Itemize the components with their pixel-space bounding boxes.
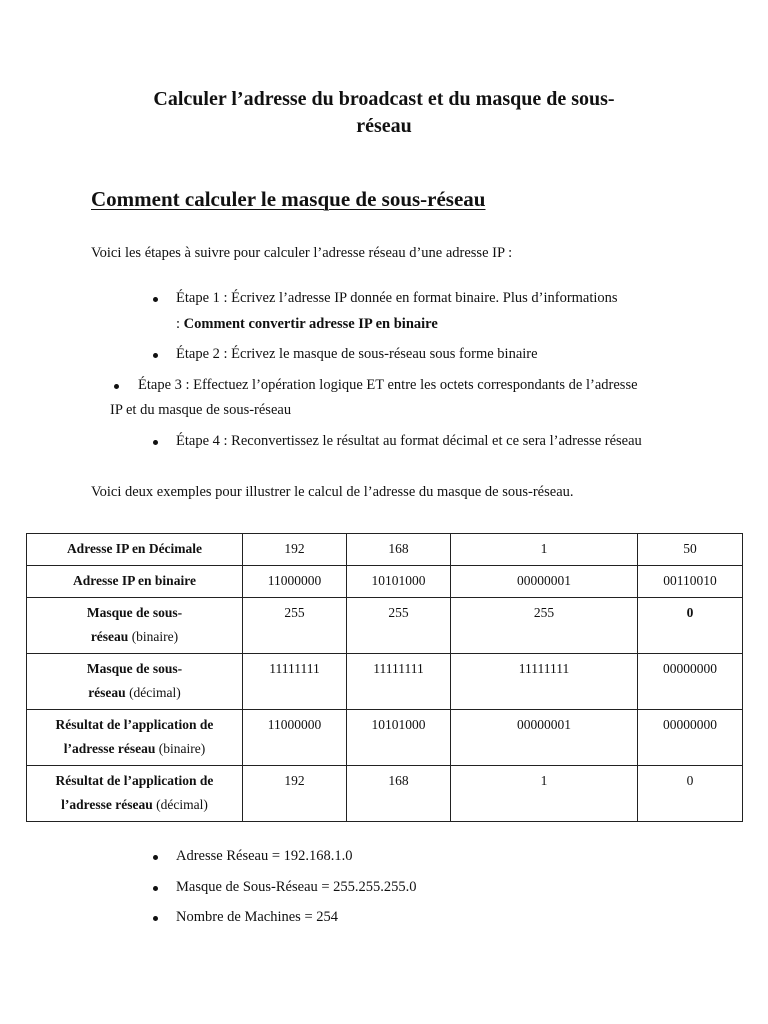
table-row [27, 534, 743, 566]
document-title-line-1: Calculer l’adresse du broadcast et du masque de sous- [153, 88, 615, 110]
row-label-plain: (binaire) [155, 741, 206, 756]
bullet-icon [153, 916, 158, 921]
row-label-plain: (décimal) [152, 797, 208, 812]
table-cell: 255 [347, 598, 451, 654]
table-cell: 10101000 [347, 566, 451, 598]
table-cell: 168 [347, 766, 451, 822]
row-label [27, 710, 243, 766]
row-label-bold-1: Masque de sous- [86, 661, 183, 676]
row-label-bold-1: Masque de sous- [86, 605, 183, 620]
row-label [27, 598, 243, 654]
table-cell: 255 [451, 598, 638, 654]
step-1-link[interactable]: Comment convertir adresse IP en binaire [183, 316, 438, 332]
row-label-bold-2: réseau [88, 685, 126, 700]
table-cell: 11111111 [243, 654, 347, 710]
table-cell: 1 [451, 766, 638, 822]
table-cell: 192 [243, 766, 347, 822]
table-cell: 0 [638, 766, 743, 822]
step-1-prefix: : [176, 316, 184, 332]
table-cell: 11000000 [243, 710, 347, 766]
row-label-bold-1: Résultat de l’application de [55, 773, 214, 788]
document-title [100, 86, 668, 140]
row-label [27, 566, 243, 598]
table-cell: 11000000 [243, 566, 347, 598]
row-label-line-2 [31, 793, 238, 817]
table-cell: 00000000 [638, 710, 743, 766]
section-heading: Comment calculer le masque de sous-réseau [91, 187, 486, 211]
intro-paragraph: Voici les étapes à suivre pour calculer l’adresse réseau d’une adresse IP : [91, 245, 513, 261]
row-label-bold-2: l’adresse réseau [63, 741, 156, 756]
table-row [27, 766, 743, 822]
result-mask: Masque de Sous-Réseau = 255.255.255.0 [176, 879, 417, 895]
result-network: Adresse Réseau = 192.168.1.0 [176, 848, 353, 864]
examples-intro: Voici deux exemples pour illustrer le calcul de l’adresse du masque de sous-réseau. [91, 484, 574, 500]
row-label-line-2 [31, 681, 238, 705]
row-label-bold-2: réseau [90, 629, 129, 644]
table-row [27, 710, 743, 766]
bullet-icon [153, 886, 158, 891]
step-2: Étape 2 : Écrivez le masque de sous-réseau sous forme binaire [176, 346, 538, 362]
step-1-line-1: Étape 1 : Écrivez l’adresse IP donnée en format binaire. Plus d’informations [176, 290, 618, 306]
bullet-icon [153, 353, 158, 358]
table-cell: 50 [638, 534, 743, 566]
bullet-icon [153, 440, 158, 445]
table-cell: 00000000 [638, 654, 743, 710]
table-cell: 11111111 [451, 654, 638, 710]
table-row [27, 598, 743, 654]
table-cell: 10101000 [347, 710, 451, 766]
row-label-line-2 [31, 625, 238, 649]
row-label-bold-1: Adresse IP en Décimale [66, 541, 203, 556]
table-row [27, 654, 743, 710]
table-cell: 00000001 [451, 710, 638, 766]
table-cell: 1 [451, 534, 638, 566]
row-label-plain: (binaire) [128, 629, 179, 644]
bullet-icon [153, 855, 158, 860]
bullet-icon [114, 384, 119, 389]
row-label-bold-2: l’adresse réseau [61, 797, 153, 812]
step-3-line-1: Étape 3 : Effectuez l’opération logique ET entre les octets correspondants de l’adresse [138, 377, 638, 393]
subnet-table [26, 533, 743, 822]
table-row [27, 566, 743, 598]
row-label-bold-1: Adresse IP en binaire [73, 573, 196, 588]
row-label-plain: (décimal) [125, 685, 181, 700]
table-cell: 0 [638, 598, 743, 654]
step-4: Étape 4 : Reconvertissez le résultat au format décimal et ce sera l’adresse réseau [176, 433, 642, 449]
table-cell: 11111111 [347, 654, 451, 710]
row-label-bold-1: Résultat de l’application de [55, 717, 214, 732]
bullet-icon [153, 297, 158, 302]
result-machines: Nombre de Machines = 254 [176, 909, 338, 925]
table-cell: 00110010 [638, 566, 743, 598]
step-3-line-2: IP et du masque de sous-réseau [110, 402, 292, 418]
table-cell: 168 [347, 534, 451, 566]
row-label [27, 766, 243, 822]
row-label-line-2 [31, 737, 238, 761]
table-cell: 192 [243, 534, 347, 566]
document-title-line-2: réseau [356, 115, 412, 137]
row-label [27, 534, 243, 566]
table-cell: 255 [243, 598, 347, 654]
table-cell: 00000001 [451, 566, 638, 598]
step-1-line-2 [176, 312, 438, 337]
row-label [27, 654, 243, 710]
